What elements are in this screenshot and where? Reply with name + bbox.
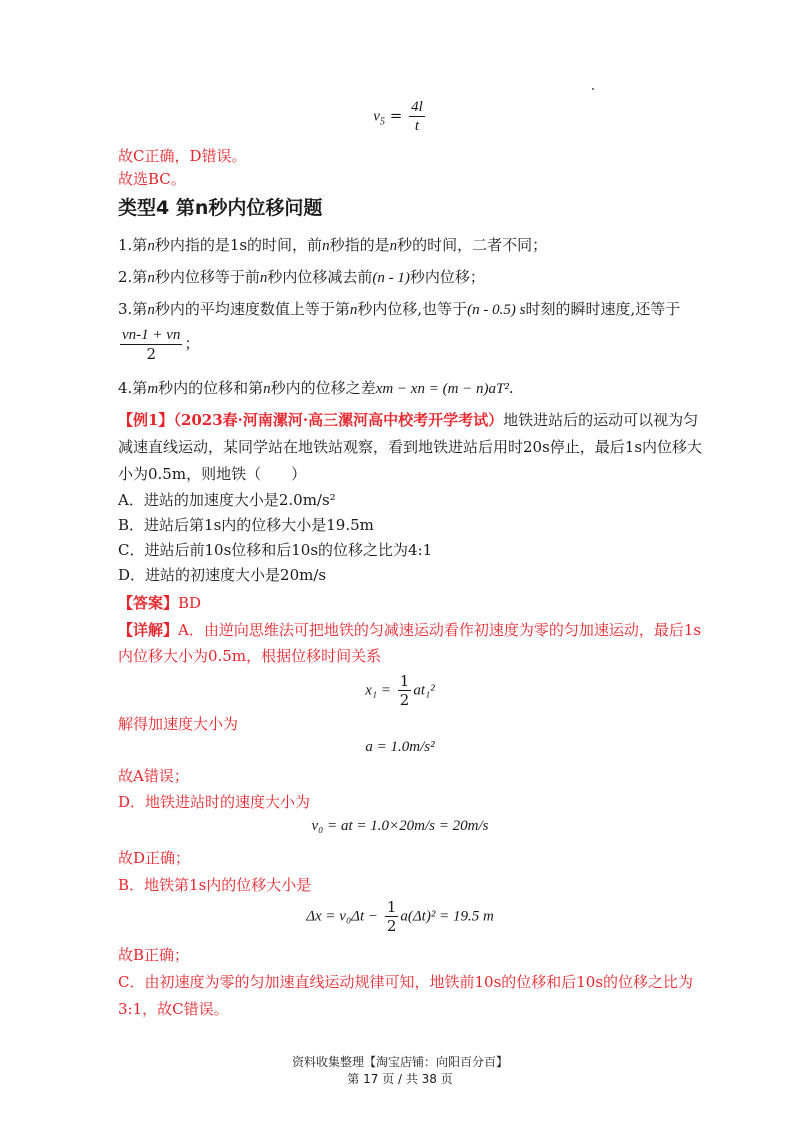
stray-dot [592,88,594,90]
explain-d-line: D．地铁进站时的速度大小为 [118,793,311,811]
explain-d-right: 故D正确； [118,849,191,867]
equation-4: Δx = v₀Δt − $\frac{1}{2}$ a(Δt)² = 19.5 m [306,898,494,935]
equation-v5: $v_5$ = $\frac{4l}{t}$ [373,99,423,134]
option-c: C．进站后前10s位移和后10s的位移之比为4:1 [118,541,433,559]
explain-a-line-2: 内位移大小为0.5m，根据位移时间关系 [118,647,382,665]
answer-line [118,592,201,614]
explain-b-line: B．地铁第1s内的位移大小是 [118,876,312,894]
explain-a-wrong: 故A错误； [118,767,189,785]
rule-4: 4.第m秒内的位移和第n秒内的位移之差xm − xn = (m − n)aT². [118,379,514,397]
equation-3: v₀ = at = 1.0×20m/s = 20m/s [311,818,489,834]
explain-b-right: 故B正确； [118,946,190,964]
rule-3: 3.第n秒内的平均速度数值上等于第n秒内位移,也等于(n - 0.5) s时刻的瞬时速度,还等于 [118,300,681,318]
explain-tag: 【详解】 [118,621,179,639]
section-heading: 类型4 第n秒内位移问题 [118,197,323,219]
rule-3-fraction: $\frac{vn-1 + vn}{2}$ ； [122,327,200,363]
equation-1: x₁ = $\frac{1}{2}$ at₁² [365,672,435,709]
explain-c-line-2: 3:1，故C错误。 [118,1000,229,1018]
example-tag: 【例1】 [118,411,174,429]
line-choose-bc: 故选BC。 [118,170,186,188]
answer-value: BD [178,594,202,612]
rule-1: 1.第n秒内指的是1s的时间，前n秒指的是n秒的时间，二者不同； [118,236,548,254]
footer-page-number: 第 17 页 / 共 38 页 [347,1072,453,1086]
line-c-correct: 故C正确，D错误。 [118,147,247,165]
option-d: D．进站的初速度大小是20m/s [118,566,327,584]
example-stem-line-2: 减速直线运动，某同学站在地铁站观察，看到地铁进站后用时20s停止，最后1s内位移大 [118,438,703,456]
example-stem-line-1: 【例1】（2023春·河南漯河·高三漯河高中校考开学考试）地铁进站后的运动可以视为匀 [118,411,699,429]
answer-tag: 【答案】 [118,594,179,612]
explain-c-line-1: C．由初速度为零的匀加速直线运动规律可知，地铁前10s的位移和后10s的位移之比为 [118,973,694,991]
example-source: （2023春·河南漯河·高三漯河高中校考开学考试） [173,411,504,429]
example-stem-line-3: 小为0.5m，则地铁（ ） [118,465,307,483]
option-b: B．进站后第1s内的位移大小是19.5m [118,516,374,534]
option-a: A．进站的加速度大小是2.0m/s² [118,491,336,509]
rule-2: 2.第n秒内位移等于前n秒内位移减去前(n - 1)秒内位移； [118,268,485,286]
explain-a-line-1: 【详解】A．由逆向思维法可把地铁的匀减速运动看作初速度为零的匀加速运动，最后1s [118,621,702,639]
footer-source: 资料收集整理【淘宝店铺：向阳百分百】 [291,1055,508,1069]
equation-2: a = 1.0m/s² [365,739,435,755]
explain-solve: 解得加速度大小为 [118,715,239,733]
